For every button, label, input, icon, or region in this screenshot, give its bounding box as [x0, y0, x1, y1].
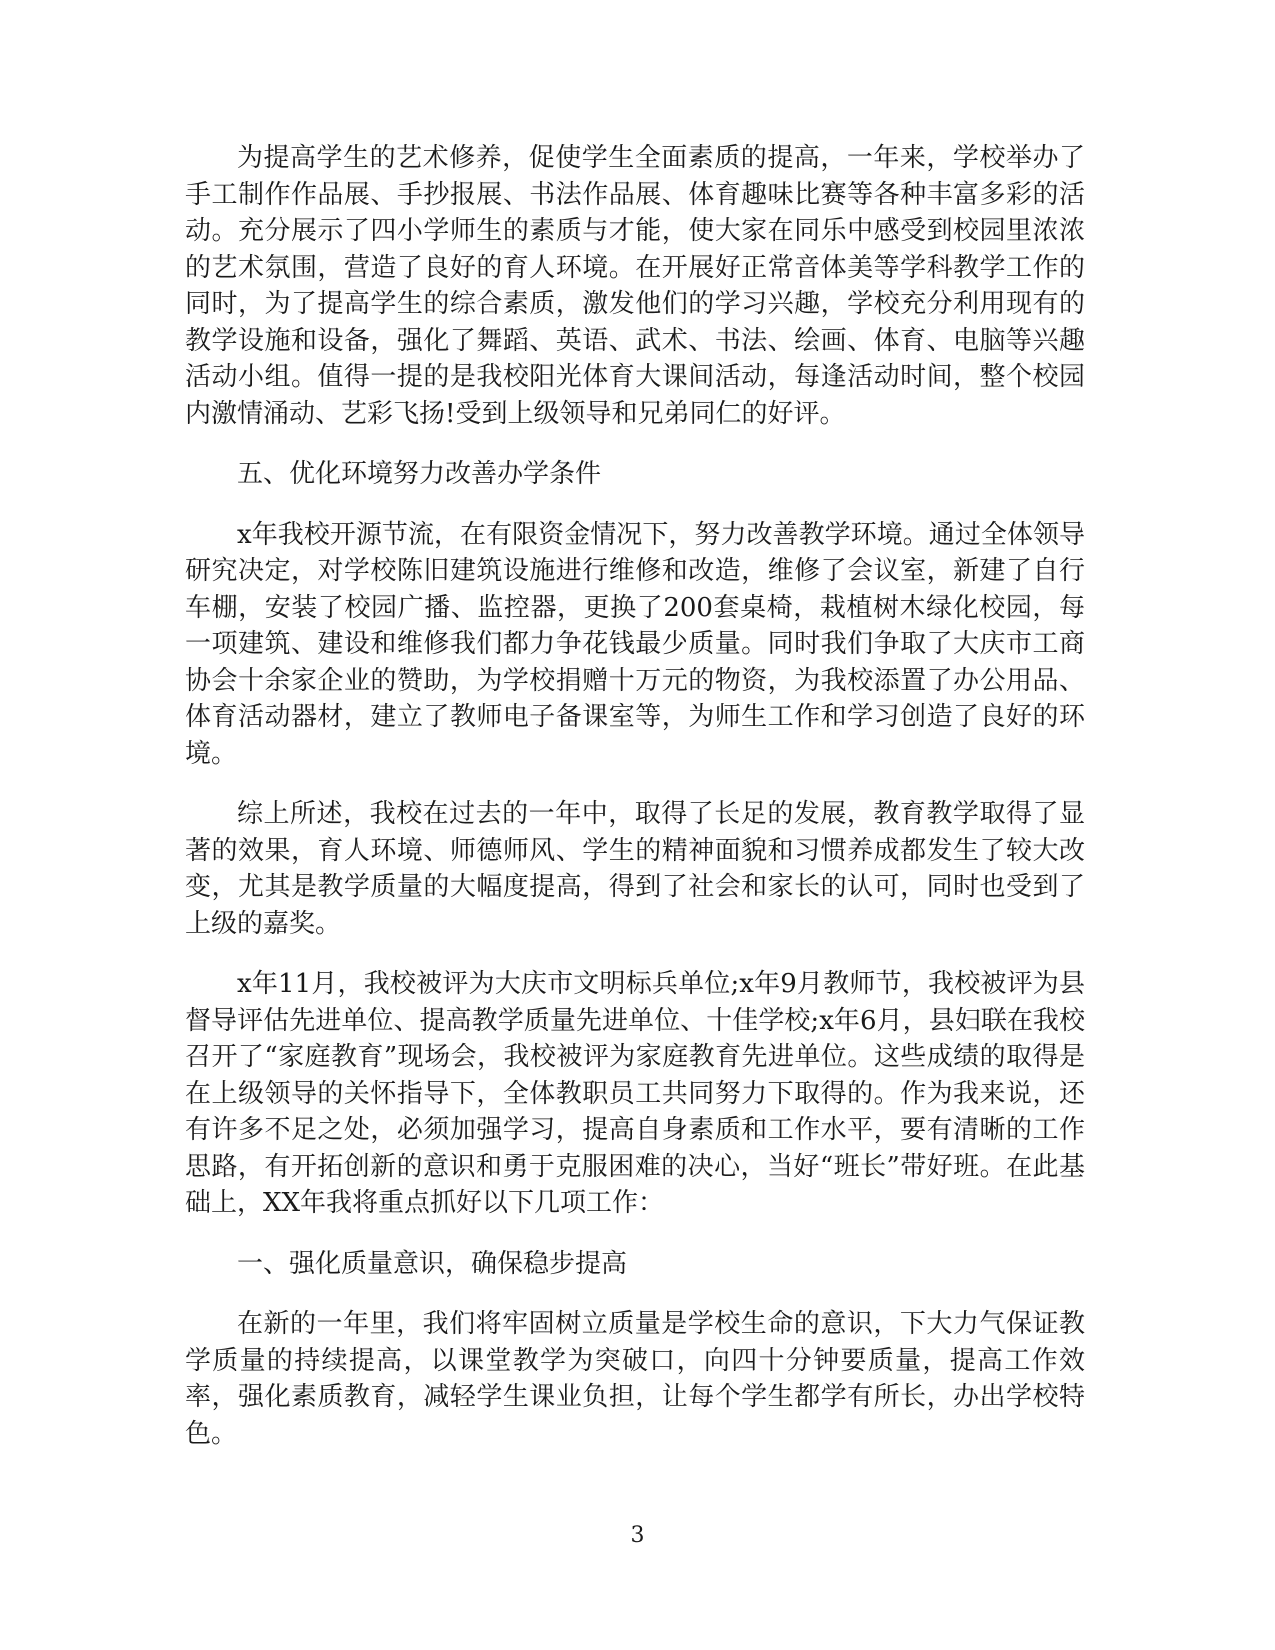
- paragraph-quality-plan: 在新的一年里，我们将牢固树立质量是学校生命的意识，下大力气保证教学质量的持续提高，以课堂教学为突破口，向四十分钟要质量，提高工作效率，强化素质教育，减轻学生课业负担，让每个学生都学有所长，办出学校特色。: [185, 1309, 1085, 1449]
- document-body: [185, 140, 1085, 1476]
- section-heading-environment: 五、优化环境努力改善办学条件: [237, 459, 602, 489]
- section-heading-quality: 一、强化质量意识，确保稳步提高: [237, 1248, 628, 1279]
- paragraph-environment-improvement: x年我校开源节流，在有限资金情况下，努力改善教学环境。通过全体领导研究决定，对学校陈旧建筑设施进行维修和改造，维修了会议室，新建了自行车棚，安装了校园广播、监控器，更换了200套桌椅，栽植树木绿化校园，每一项建筑、建设和维修我们都力争花钱最少质量。同时我们争取了大庆市工商协会十余家企业的赞助，为学校捐赠十万元的物资，为我校添置了办公用品、体育活动器材，建立了教师电子备课室等，为师生工作和学习创造了良好的环境。: [185, 519, 1085, 769]
- paragraph-honors: x年11月，我校被评为大庆市文明标兵单位;x年9月教师节，我校被评为县督导评估先进单位、提高教学质量先进单位、十佳学校;x年6月，县妇联在我校召开了“家庭教育”现场会，我校被评为家庭教育先进单位。这些成绩的取得是在上级领导的关怀指导下，全体教职员工共同努力下取得的。作为我来说，还有许多不足之处，必须加强学习，提高自身素质和工作水平，要有清晰的工作思路，有开拓创新的意识和勇于克服困难的决心，当好“班长”带好班。在此基础上，XX年我将重点抓好以下几项工作：: [185, 969, 1085, 1218]
- page-number: 3: [630, 1523, 645, 1548]
- paragraph-arts-activities: 为提高学生的艺术修养，促使学生全面素质的提高，一年来，学校举办了手工制作作品展、手抄报展、书法作品展、体育趣味比赛等各种丰富多彩的活动。充分展示了四小学师生的素质与才能，使大家在同乐中感受到校园里浓浓的艺术氛围，营造了良好的育人环境。在开展好正常音体美等学科教学工作的同时，为了提高学生的综合素质，激发他们的学习兴趣，学校充分利用现有的教学设施和设备，强化了舞蹈、英语、武术、书法、绘画、体育、电脑等兴趣活动小组。值得一提的是我校阳光体育大课间活动，每逢活动时间，整个校园内激情涌动、艺彩飞扬!受到上级领导和兄弟同仁的好评。: [185, 143, 1085, 429]
- paragraph-summary: 综上所述，我校在过去的一年中，取得了长足的发展，教育教学取得了显著的效果，育人环境、师德师风、学生的精神面貌和习惯养成都发生了较大改变，尤其是教学质量的大幅度提高，得到了社会和家长的认可，同时也受到了上级的嘉奖。: [185, 799, 1085, 939]
